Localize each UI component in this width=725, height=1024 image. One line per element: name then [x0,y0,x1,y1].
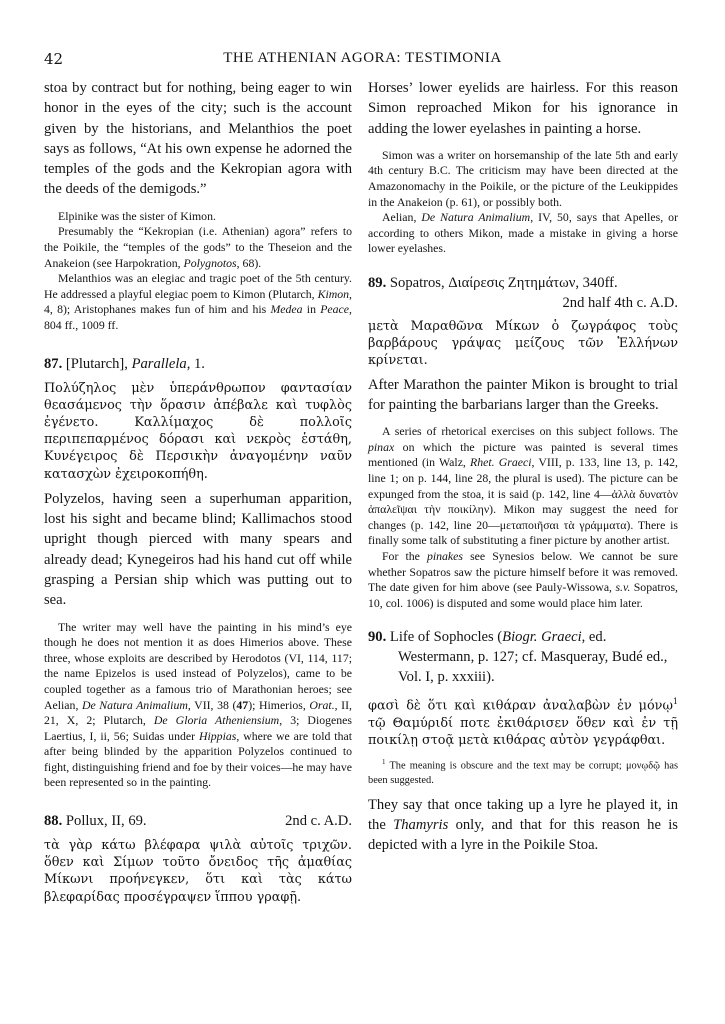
running-title: THE ATHENIAN AGORA: TESTIMONIA [223,50,502,66]
entry-date: 2nd half 4th c. A.D. [562,295,678,312]
left-column [44,78,352,906]
note-paragraph: Melanthios was an elegiac and tragic poet of the 5th century. He addressed a playful elegiac poem to Kimon (Plutarch, Kimon, 4, 8); Aristophanes makes fun of him and his Medea in Peace, 804 ff., 1009 ff. [44,271,352,332]
entry-number: 87. [44,355,63,372]
page-number: 42 [44,50,64,68]
entry-number: 88. [44,813,63,830]
entry-89 [368,273,678,611]
entry-heading: 87. [Plutarch], Parallela, 1. [44,355,205,372]
note-paragraph: Presumably the “Kekropian (i.e. Athenian) agora” refers to the Poikile, the “temples of the gods” to the Theseion and the Anakeion (see Harpokration, Polygnotos, 68). [44,224,352,270]
greek-text: μετὰ Μαραθῶνα Μίκων ὁ ζωγράφος τοὺς βαρβάρους γράψας μείζους τῶν Ἑλλήνων κρίνεται. [368,319,678,369]
note-paragraph: Aelian, De Natura Animalium, IV, 50, says that Apelles, or according to others Mikon, made a mistake in giving a horse lower eyelashes. [368,210,678,256]
entry-88 [44,811,352,906]
entry-90 [368,627,678,855]
translation: Polyzelos, having seen a superhuman apparition, lost his sight and became blind; Kallimachos stood upright though pierced with many spears and already dead; Kynegeiros had his hand cut off while grasping a Persian ship which was putting out to sea. [44,490,352,609]
right-column [368,78,678,855]
running-header [0,50,725,72]
entry-number: 89. [368,275,387,292]
entry-heading: 88. Pollux, II, 69. 2nd c. A.D. [44,813,352,830]
commentary: A series of rhetorical exercises on this subject follows. The pinax on which the picture was painted is several times mentioned (in Walz, Rhet. Graeci, VIII, p. 133, line 13, p. 142, line 1; on p. 144, line 28, the plural is used). The picture can be expunged from the stoa, it is said (p. 142, line 4—ἀλλὰ δυνατὸν ἀπαλεῖψαι τὴν ποικίλην). Mikon may suggest the need for changes (p. 142, line 20—μεταποιῆσαι τὰ γράμματα). There is finally some talk of substituting a finer picture by another artist. [368,424,678,548]
greek-text: τὰ γὰρ κάτω βλέφαρα ψιλὰ αὐτοῖς τριχῶν. ὅθεν καὶ Σίμων τοῦτο ὄνειδος τῆς ἀμαθίας Μίκωνι προήνεγκεν, ὅτι καὶ τὰς κάτω βλεφαρίδας προσέγραψεν ἵππου γραφῇ. [44,838,352,905]
footnote-marker: 1 [672,697,678,707]
entry-87 [44,354,352,792]
greek-text: φασὶ δὲ ὅτι καὶ κιθάραν ἀναλαβὼν ἐν μόνῳ$^1$ τῷ Θαμύριδί ποτε ἐκιθάρισεν ὅθεν καὶ ἐν τῇ ποικίλῃ στοᾷ μετὰ κιθάρας αὐτὸν γεγράφθαι. [368,697,678,749]
footnote: $^1$ The meaning is obscure and the text may be corrupt; μονῳδῷ has been suggested. [368,758,678,787]
commentary: For the pinakes see Synesios below. We cannot be sure whether Sopatros saw the picture himself before it was removed. The date given for him above (see Pauly-Wissowa, s.v. Sopatros, 10, col. 1006) is disputed and some would place him later. [368,549,678,610]
translation: Horses’ lower eyelids are hairless. For this reason Simon reproached Mikon for his ignorance in adding the lower eyelashes in painting a horse. [368,80,678,137]
continuation-text: stoa by contract but for nothing, being eager to win honor in the eyes of the city; such is the account given by the historians, and Melanthios the poet says as follows, “At his own expense he adorned the temples of the gods and the Kekropian agora with the deeds of the demigods.” [44,80,352,198]
translation: They say that once taking up a lyre he played it, in the Thamyris only, and that for this reason he is depicted with a lyre in the Poikile Stoa. [368,796,678,854]
entry-heading: 90. Life of Sophocles (Biogr. Graeci, ed. Westermann, p. 127; cf. Masqueray, Budé ed., Vol. I, p. xxxiii). [368,629,668,686]
translation: After Marathon the painter Mikon is brought to trial for painting the barbarians larger than the Greeks. [368,376,678,413]
note-paragraph: Simon was a writer on horsemanship of the late 5th and early 4th century B.C. The criticism may have been directed at the Amazonomachy in the Poikile, or the picture of the Leukippides in the Anakeion (p. 61), or possibly both. [368,147,678,209]
entry-date: 2nd c. A.D. [285,813,352,830]
entry-number: 90. [368,629,387,646]
commentary-88 [368,148,678,257]
entry-heading: 89. Sopatros, Διαίρεσις Ζητημάτων, 340ff. [368,275,618,292]
greek-text: Πολύζηλος μὲν ὑπεράνθρωπον φαντασίαν θεασάμενος τὴν ὅρασιν ἀπέβαλε καὶ τυφλὸς ἐγένετο. Καλλίμαχος δὲ πολλοῖς περιπεπαρμένος δόρασι καὶ νεκρὸς ἑστάθη, Κυνέγειρος δὲ Περσικὴν ἀναγομένην ναῦν κατασχὼν ἐχειροκοπήθη. [44,380,352,482]
commentary-86 [44,209,352,334]
commentary: The writer may well have the painting in his mind’s eye though he does not mention it as does Himerios above. These three, whose exploits are described by Herodotos (VI, 114, 117; the name Epizelos is used instead of Polyzelos), came to be coupled together as a famous trio of Marathonian heroes; see Aelian, De Natura Animalium, VII, 38 (47); Himerios, Orat., II, 21, X, 2; Plutarch, De Gloria Atheniensium, 3; Diogenes Laertius, I, ii, 56; Suidas under Hippias, where we are told that after being blinded by the apparition Polyzelos continued to fight, distinguishing friend and foe by their voices—he may have been represented so in the painting. [44,619,352,790]
note-paragraph: Elpinike was the sister of Kimon. [58,208,216,223]
